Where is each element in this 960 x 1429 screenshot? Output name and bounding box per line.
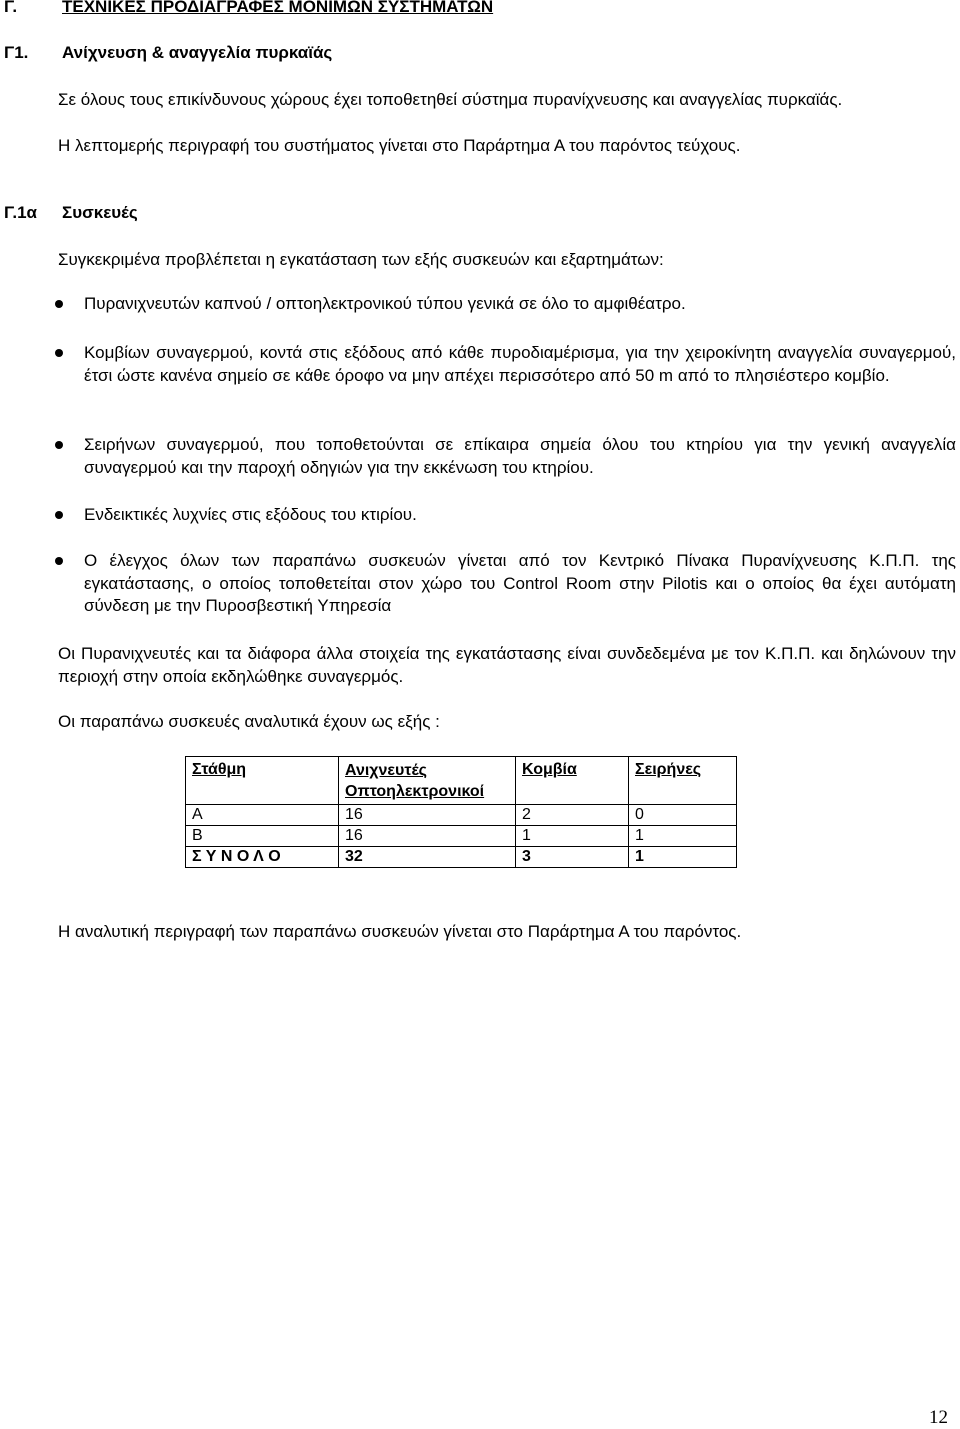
table-cell: 1 bbox=[516, 826, 629, 847]
table-cell: 3 bbox=[516, 847, 629, 868]
bullet-icon bbox=[55, 300, 63, 308]
paragraph-connections: Οι Πυρανιχνευτές και τα διάφορα άλλα στοιχεία της εγκατάστασης είναι συνδεδεμένα με τον Κ.Π.Π. και δηλώνουν την περιοχή στην οποία εκδηλώθηκε συναγερμός. bbox=[58, 644, 956, 686]
intro-line-1: Σε όλους τους επικίνδυνους χώρους έχει τοποθετηθεί σύστημα πυρανίχνευσης και αναγγελίας πυρκαϊάς. bbox=[58, 90, 843, 109]
table-row bbox=[186, 826, 737, 847]
table-header-row bbox=[186, 757, 737, 805]
subsubsection-title: Συσκευές bbox=[62, 203, 138, 222]
intro-line-2: Η λεπτομερής περιγραφή του συστήματος γίνεται στο Παράρτημα Α του παρόντος τεύχους. bbox=[58, 136, 741, 155]
table-cell: 1 bbox=[629, 826, 737, 847]
page-number: 12 bbox=[929, 1407, 948, 1428]
list-item: Ο έλεγχος όλων των παραπάνω συσκευών γίνεται από τον Κεντρικό Πίνακα Πυρανίχνευσης Κ.Π.Π. της εγκατάστασης, ο οποίος τοποθετείται στον χώρο του Control Room στην Pilotis και ο οποίος θα έχει αυτόματη σύνδεση με την Πυροσβεστική Υπηρεσία bbox=[84, 551, 956, 615]
list-item: Σειρήνων συναγερμού, που τοποθετούνται σε επίκαιρα σημεία όλου του κτηρίου για την γενική αναγγελία συναγερμού και την παροχή οδηγιών για την εκκένωση του κτηρίου. bbox=[84, 435, 956, 477]
list-item: Πυρανιχνευτών καπνού / οπτοηλεκτρονικού τύπου γενικά σε όλο το αμφιθέατρο. bbox=[84, 294, 686, 313]
bullet-icon bbox=[55, 557, 63, 565]
closing-text: Η αναλυτική περιγραφή των παραπάνω συσκευών γίνεται στο Παράρτημα Α του παρόντος. bbox=[58, 922, 742, 941]
table-cell: 16 bbox=[339, 805, 516, 826]
subsection-title: Ανίχνευση & αναγγελία πυρκαϊάς bbox=[62, 43, 333, 62]
header-sirens: Σειρήνες bbox=[629, 757, 737, 805]
table-cell: 0 bbox=[629, 805, 737, 826]
section-title: ΤΕΧΝΙΚΕΣ ΠΡΟΔΙΑΓΡΑΦΕΣ ΜΟΝΙΜΩΝ ΣΥΣΤΗΜΑΤΩΝ bbox=[62, 0, 494, 16]
table-cell: 1 bbox=[629, 847, 737, 868]
subsubsection-number: Γ.1α bbox=[4, 203, 37, 222]
list-item: Ενδεικτικές λυχνίες στις εξόδους του κτιρίου. bbox=[84, 505, 417, 524]
table-cell: Σ Υ Ν Ο Λ Ο bbox=[186, 847, 339, 868]
subsection-heading bbox=[4, 43, 332, 63]
header-detectors: Ανιχνευτές Οπτοηλεκτρονικοί bbox=[339, 757, 516, 805]
devices-table bbox=[185, 756, 737, 868]
subsection-number: Γ1. bbox=[4, 43, 29, 62]
table-cell: 16 bbox=[339, 826, 516, 847]
paragraph-devices-intro: Οι παραπάνω συσκευές αναλυτικά έχουν ως εξής : bbox=[58, 712, 440, 731]
subsubsection-heading bbox=[4, 203, 138, 223]
table-cell: 2 bbox=[516, 805, 629, 826]
section-heading bbox=[4, 0, 493, 17]
lead-text: Συγκεκριμένα προβλέπεται η εγκατάσταση των εξής συσκευών και εξαρτημάτων: bbox=[58, 250, 664, 269]
bullet-icon bbox=[55, 349, 63, 357]
table-cell: 32 bbox=[339, 847, 516, 868]
table-cell: Β bbox=[186, 826, 339, 847]
bullet-icon bbox=[55, 441, 63, 449]
list-item: Κομβίων συναγερμού, κοντά στις εξόδους από κάθε πυροδιαμέρισμα, για την χειροκίνητη αναγγελία συναγερμού, έτσι ώστε κανένα σημείο σε κάθε όροφο να μην απέχει περισσότερο από 50 m από το πλησιέστερο κομβίο. bbox=[84, 343, 956, 385]
header-buttons: Κομβία bbox=[516, 757, 629, 805]
table-cell: Α bbox=[186, 805, 339, 826]
table-row bbox=[186, 805, 737, 826]
table-total-row bbox=[186, 847, 737, 868]
section-number: Γ. bbox=[4, 0, 18, 16]
header-level: Στάθμη bbox=[186, 757, 339, 805]
bullet-icon bbox=[55, 511, 63, 519]
